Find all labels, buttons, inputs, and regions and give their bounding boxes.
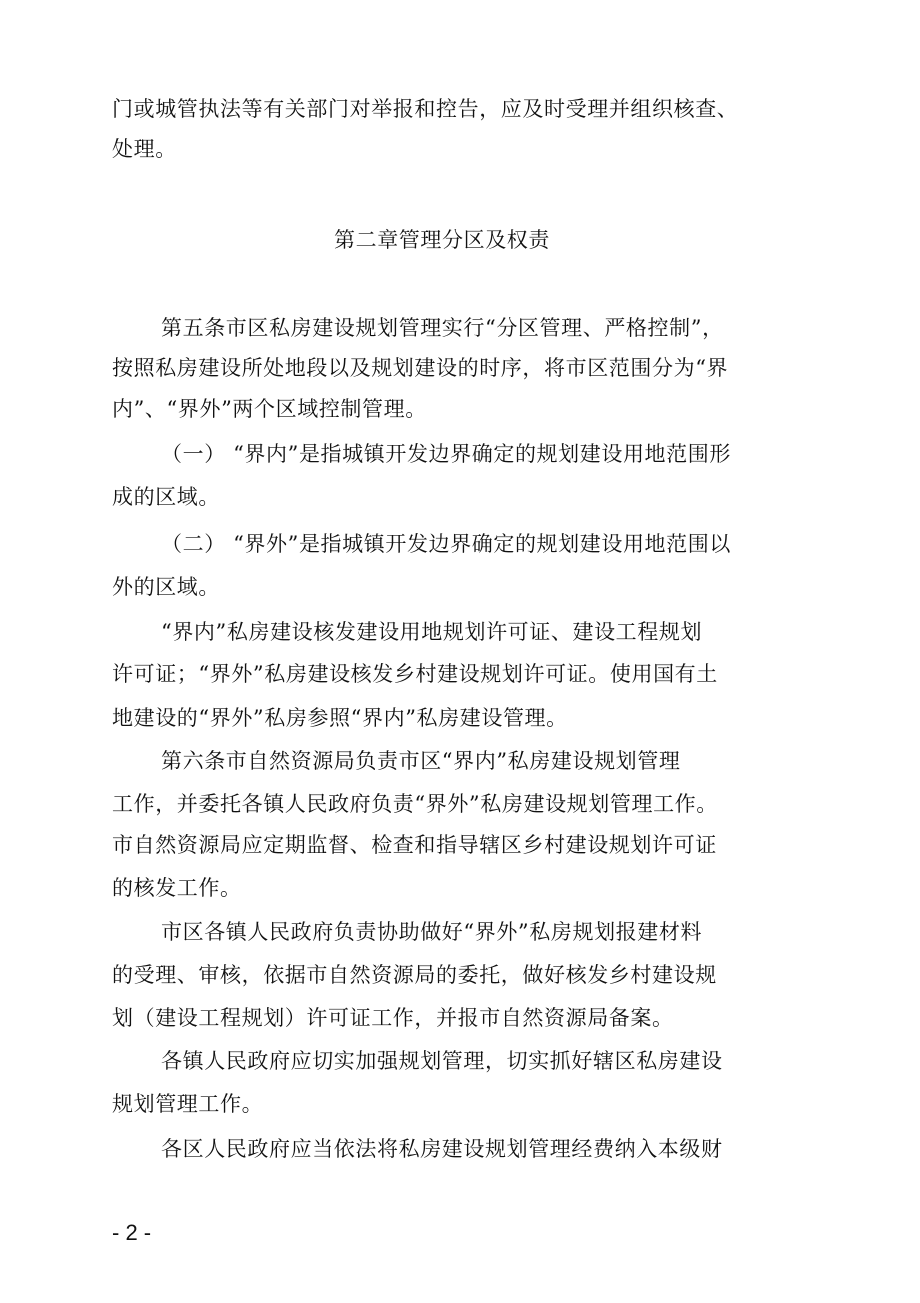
text-line-20: 各镇人民政府应切实加强规划管理，切实抓好辖区私房建设 — [161, 1049, 723, 1073]
text-line-10: “界内”私房建设核发建设用地规划许可证、建设工程规划 — [161, 620, 703, 644]
text-line-1: 门或城管执法等有关部门对举报和控告，应及时受理并组织核查、 — [112, 97, 739, 121]
text-line-14: 工作，并委托各镇人民政府负责“界外”私房建设规划管理工作。 — [112, 792, 718, 816]
text-line-6: （一） “界内”是指城镇开发边界确定的规划建设用地范围形 — [161, 442, 731, 466]
text-line-21: 规划管理工作。 — [112, 1092, 264, 1116]
text-line-15: 市自然资源局应定期监督、检查和指导辖区乡村建设规划许可证 — [112, 833, 717, 857]
text-line-12: 地建设的“界外”私房参照“界内”私房建设管理。 — [112, 706, 568, 730]
text-line-17: 市区各镇人民政府负责协助做好“界外”私房规划报建材料 — [161, 920, 703, 944]
chapter-heading: 第二章管理分区及权责 — [334, 228, 550, 252]
text-line-18: 的受理、审核，依据市自然资源局的委托，做好核发乡村建设规 — [112, 963, 717, 987]
text-line-11: 许可证；“界外”私房建设核发乡村建设规划许可证。使用国有土 — [112, 662, 718, 686]
text-line-16: 的核发工作。 — [112, 876, 242, 900]
text-line-22: 各区人民政府应当依法将私房建设规划管理经费纳入本级财 — [161, 1137, 723, 1161]
text-line-5: 内”、“界外”两个区域控制管理。 — [112, 397, 427, 421]
text-line-13: 第六条市自然资源局负责市区“界内”私房建设规划管理 — [161, 749, 681, 773]
text-line-4: 按照私房建设所处地段以及规划建设的时序，将市区范围分为“界 — [112, 356, 729, 380]
text-line-2: 处理。 — [112, 137, 177, 161]
text-line-9: 外的区域。 — [112, 575, 220, 599]
text-line-8: （二） “界外”是指城镇开发边界确定的规划建设用地范围以 — [161, 532, 731, 556]
page-number: - 2 - — [112, 1220, 152, 1245]
text-line-7: 成的区域。 — [112, 485, 220, 509]
text-line-3: 第五条市区私房建设规划管理实行“分区管理、严格控制”， — [161, 316, 724, 340]
text-line-19: 划（建设工程规划）许可证工作，并报市自然资源局备案。 — [112, 1006, 674, 1030]
